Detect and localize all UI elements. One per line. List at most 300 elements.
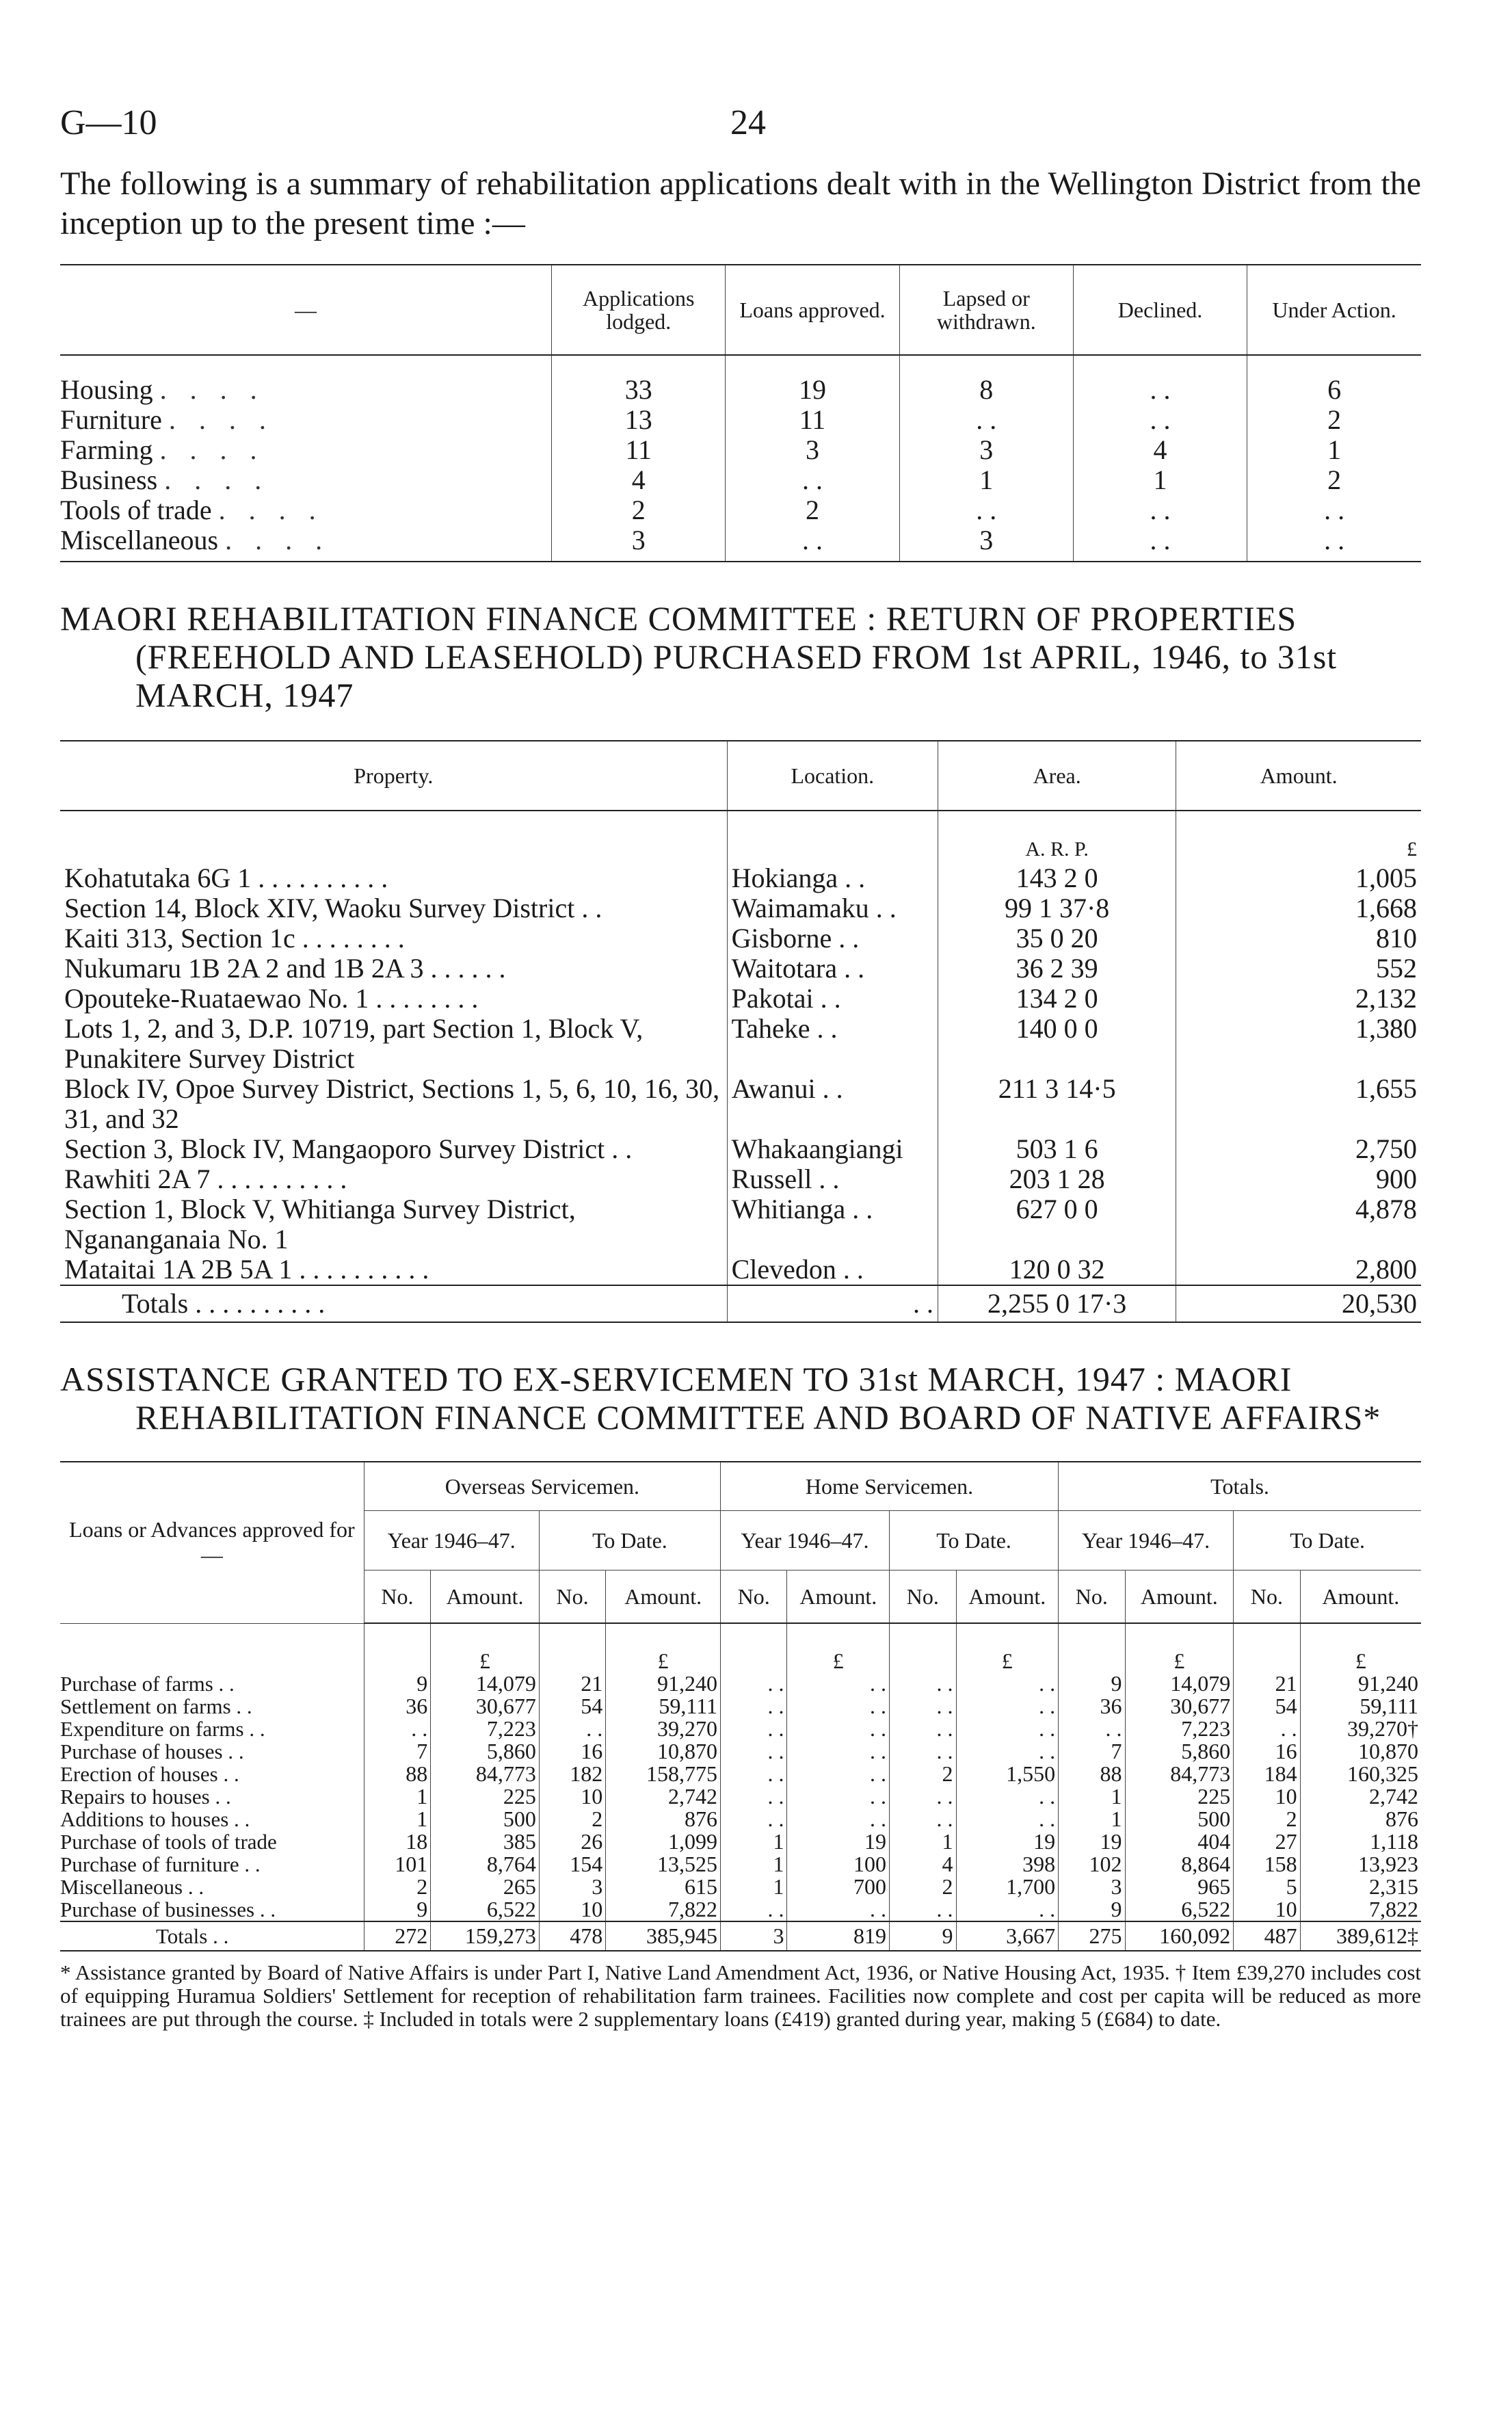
assistance-cell: . . (787, 1740, 890, 1763)
summary-table (60, 264, 1421, 562)
subheader-amount: Amount. (1125, 1571, 1234, 1624)
property-location: Waimamaku . . (727, 893, 938, 923)
summary-cell: 1 (899, 465, 1073, 495)
assistance-cell: 2,742 (606, 1785, 721, 1808)
assistance-cell: . . (721, 1763, 787, 1785)
assistance-cell: . . (890, 1718, 956, 1740)
property-location: Whitianga . . (727, 1194, 938, 1254)
property-amount: 1,005 (1176, 863, 1421, 893)
assistance-cell: 1,550 (956, 1763, 1059, 1785)
assistance-cell: . . (956, 1898, 1059, 1921)
assistance-cell: . . (890, 1785, 956, 1808)
assistance-row (60, 1876, 1421, 1898)
property-row (60, 1074, 1421, 1134)
summary-header-declined: Declined. (1073, 265, 1247, 355)
assistance-cell: . . (721, 1898, 787, 1921)
leader-dots: . . . . (218, 495, 324, 525)
assistance-cell: 26 (539, 1830, 605, 1853)
assistance-cell: 19 (1059, 1830, 1125, 1853)
assistance-total-cell: 3 (721, 1921, 787, 1951)
properties-header-property: Property. (60, 741, 727, 811)
summary-cell: 1 (1073, 465, 1247, 495)
assistance-row (60, 1830, 1421, 1853)
assistance-totals-label: Totals . . (60, 1921, 364, 1951)
summary-cell: . . (1073, 525, 1247, 562)
summary-row (60, 495, 1421, 525)
summary-row (60, 465, 1421, 495)
properties-totals-row (60, 1285, 1421, 1322)
summary-cell: 3 (899, 525, 1073, 562)
assistance-cell: 9 (1059, 1672, 1125, 1695)
assistance-cell: 154 (539, 1853, 605, 1876)
summary-cell: 13 (552, 405, 726, 435)
assistance-cell: 225 (1125, 1785, 1234, 1808)
subheader-no: No. (364, 1571, 430, 1624)
assistance-total-cell: 819 (787, 1921, 890, 1951)
period-header: To Date. (890, 1511, 1059, 1571)
assistance-cell: 14,079 (431, 1672, 540, 1695)
period-header: Year 1946–47. (721, 1511, 890, 1571)
property-name: Lots 1, 2, and 3, D.P. 10719, part Section 1, Block V, Punakitere Survey District (64, 1013, 644, 1074)
assistance-cell: . . (721, 1808, 787, 1830)
assistance-total-cell: 275 (1059, 1921, 1125, 1951)
assistance-cell: 3 (1059, 1876, 1125, 1898)
property-area: 99 1 37·8 (938, 893, 1176, 923)
assistance-cell: . . (787, 1808, 890, 1830)
assistance-row (60, 1763, 1421, 1785)
assistance-row (60, 1672, 1421, 1695)
assistance-cell: . . (721, 1672, 787, 1695)
assistance-cell: 18 (364, 1830, 430, 1853)
assistance-cell: 1 (1059, 1808, 1125, 1830)
assistance-cell: 160,325 (1300, 1763, 1421, 1785)
assistance-cell: . . (721, 1718, 787, 1740)
property-area: 503 1 6 (938, 1134, 1176, 1164)
assistance-cell: 10,870 (1300, 1740, 1421, 1763)
row-label-text: Farming (60, 434, 153, 465)
pound-symbol: £ (431, 1623, 540, 1672)
assistance-row-label: Erection of houses . . (60, 1762, 239, 1786)
pound-symbol: £ (1125, 1623, 1234, 1672)
summary-cell: . . (1247, 525, 1421, 562)
summary-header-lapsed: Lapsed or withdrawn. (899, 265, 1073, 355)
assistance-cell: 36 (364, 1695, 430, 1718)
assistance-cell: 2,315 (1300, 1876, 1421, 1898)
footnote-asterisk: * Assistance granted by Board of Native Affairs is under Part I, Native Land Amendment Act, 1936, or Native Housing Act, 1935. (60, 1960, 1170, 1984)
assistance-cell: . . (890, 1695, 956, 1718)
pound-symbol: £ (956, 1623, 1059, 1672)
summary-row (60, 405, 1421, 435)
assistance-row (60, 1898, 1421, 1921)
summary-cell: 6 (1247, 355, 1421, 405)
assistance-row (60, 1785, 1421, 1808)
totals-label: Totals . . . . . . . . . . (60, 1285, 727, 1322)
assistance-total-cell: 389,612‡ (1300, 1921, 1421, 1951)
property-location: Awanui . . (727, 1074, 938, 1134)
properties-header-amount: Amount. (1176, 741, 1421, 811)
assistance-cell: . . (956, 1718, 1059, 1740)
assistance-row-label: Settlement on farms . . (60, 1694, 252, 1718)
property-name: Section 14, Block XIV, Waoku Survey District . . (64, 893, 602, 923)
property-name: Section 3, Block IV, Mangaoporo Survey District . . (64, 1133, 633, 1164)
totals-area: 2,255 0 17·3 (938, 1285, 1176, 1322)
assistance-cell: 158 (1234, 1853, 1300, 1876)
property-name: Kohatutaka 6G 1 . . . . . . . . . . (64, 863, 388, 893)
assistance-cell: . . (890, 1672, 956, 1695)
subheader-no: No. (1234, 1571, 1300, 1624)
summary-cell: 8 (899, 355, 1073, 405)
leader-dots: . . . . (164, 464, 270, 495)
summary-row-label (60, 465, 552, 495)
assistance-cell: 7 (1059, 1740, 1125, 1763)
assistance-row-label: Repairs to houses . . (60, 1785, 231, 1809)
property-row (60, 893, 1421, 923)
assistance-cell: 30,677 (431, 1695, 540, 1718)
pound-symbol: £ (1300, 1623, 1421, 1672)
properties-table (60, 740, 1421, 1323)
assistance-row (60, 1853, 1421, 1876)
assistance-title: ASSISTANCE GRANTED TO EX-SERVICEMEN TO 31st MARCH, 1947 : MAORI REHABILITATION FINANCE COMMITTEE AND BOARD OF NATIVE AFFAIRS* (60, 1360, 1381, 1436)
assistance-cell: 265 (431, 1876, 540, 1898)
summary-row-label (60, 435, 552, 465)
assistance-cell: 21 (539, 1672, 605, 1695)
assistance-row (60, 1718, 1421, 1740)
property-area: 120 0 32 (938, 1254, 1176, 1285)
assistance-cell: 84,773 (1125, 1763, 1234, 1785)
property-location: Taheke . . (727, 1014, 938, 1074)
summary-row (60, 435, 1421, 465)
assistance-cell: 54 (539, 1695, 605, 1718)
summary-cell: 19 (726, 355, 899, 405)
assistance-cell: 91,240 (606, 1672, 721, 1695)
leader-dots: . . . . (159, 434, 265, 465)
assistance-cell: 1,099 (606, 1830, 721, 1853)
assistance-row (60, 1695, 1421, 1718)
assistance-cell: 59,111 (1300, 1695, 1421, 1718)
assistance-cell: 54 (1234, 1695, 1300, 1718)
assistance-cell: 21 (1234, 1672, 1300, 1695)
assistance-row-label: Purchase of furniture . . (60, 1852, 261, 1876)
summary-row-label (60, 525, 552, 562)
assistance-cell: . . (890, 1740, 956, 1763)
assistance-total-cell: 272 (364, 1921, 430, 1951)
assistance-cell: 16 (1234, 1740, 1300, 1763)
assistance-row-label: Purchase of houses . . (60, 1739, 244, 1763)
assistance-cell: 876 (1300, 1808, 1421, 1830)
assistance-total-cell: 385,945 (606, 1921, 721, 1951)
property-location: Whakaangiangi (727, 1134, 938, 1164)
assistance-cell: 1,700 (956, 1876, 1059, 1898)
assistance-cell: 7 (364, 1740, 430, 1763)
units-row (60, 1623, 1421, 1672)
assistance-cell: 101 (364, 1853, 430, 1876)
row-label-text: Miscellaneous (60, 525, 219, 555)
assistance-cell: 13,923 (1300, 1853, 1421, 1876)
assistance-cell: 9 (364, 1672, 430, 1695)
summary-cell: 2 (552, 495, 726, 525)
period-header: To Date. (1234, 1511, 1421, 1571)
footnotes (60, 1961, 1421, 2031)
footnote-dagger: † Item £39,270 includes cost of equipping Huramua Soldiers' Settlement for reception of rehabilitation farm trainees. Facilities now complete and cost per capita will be reduced as more trainees are put through the course. (60, 1960, 1422, 2031)
assistance-row-label: Purchase of businesses . . (60, 1897, 276, 1921)
assistance-cell: 2 (890, 1876, 956, 1898)
property-location: Gisborne . . (727, 923, 938, 954)
property-row (60, 1254, 1421, 1285)
summary-cell: . . (726, 465, 899, 495)
summary-row (60, 525, 1421, 562)
property-row (60, 1014, 1421, 1074)
properties-header-location: Location. (727, 741, 938, 811)
group-home: Home Servicemen. (721, 1462, 1059, 1511)
property-row (60, 1134, 1421, 1164)
area-units: A. R. P. (938, 811, 1176, 863)
assistance-cell: 7,822 (1300, 1898, 1421, 1921)
property-location: Hokianga . . (727, 863, 938, 893)
subheader-no: No. (1059, 1571, 1125, 1624)
assistance-cell: . . (956, 1785, 1059, 1808)
assistance-cell: 1 (721, 1876, 787, 1898)
assistance-total-cell: 160,092 (1125, 1921, 1234, 1951)
summary-row-label (60, 495, 552, 525)
assistance-cell: 965 (1125, 1876, 1234, 1898)
property-amount: 2,750 (1176, 1134, 1421, 1164)
summary-cell: . . (1247, 495, 1421, 525)
assistance-cell: . . (956, 1695, 1059, 1718)
assistance-cell: 4 (890, 1853, 956, 1876)
assistance-cell: . . (787, 1898, 890, 1921)
assistance-total-cell: 487 (1234, 1921, 1300, 1951)
properties-header-area: Area. (938, 741, 1176, 811)
assistance-cell: 9 (1059, 1898, 1125, 1921)
assistance-cell: 404 (1125, 1830, 1234, 1853)
assistance-cell: . . (364, 1718, 430, 1740)
assistance-total-cell: 9 (890, 1921, 956, 1951)
assistance-cell: 1 (364, 1808, 430, 1830)
property-amount: 810 (1176, 923, 1421, 954)
property-area: 140 0 0 (938, 1014, 1176, 1074)
assistance-cell: . . (956, 1740, 1059, 1763)
assistance-cell: 14,079 (1125, 1672, 1234, 1695)
assistance-row (60, 1808, 1421, 1830)
assistance-cell: 876 (606, 1808, 721, 1830)
summary-cell: 4 (1073, 435, 1247, 465)
assistance-cell: 385 (431, 1830, 540, 1853)
assistance-cell: 8,764 (431, 1853, 540, 1876)
assistance-cell: 2 (890, 1763, 956, 1785)
property-amount: 1,380 (1176, 1014, 1421, 1074)
assistance-cell: 1 (1059, 1785, 1125, 1808)
assistance-cell: . . (890, 1898, 956, 1921)
subheader-no: No. (890, 1571, 956, 1624)
subheader-amount: Amount. (787, 1571, 890, 1624)
property-amount: 1,668 (1176, 893, 1421, 923)
assistance-cell: 1 (721, 1853, 787, 1876)
subheader-no: No. (721, 1571, 787, 1624)
assistance-cell: 10 (539, 1785, 605, 1808)
assistance-cell: . . (539, 1718, 605, 1740)
assistance-row-header: Loans or Advances approved for— (60, 1462, 364, 1623)
subheader-no: No. (539, 1571, 605, 1624)
property-name: Section 1, Block V, Whitianga Survey District, Ngananganaia No. 1 (64, 1194, 576, 1254)
row-label-text: Tools of trade (60, 495, 212, 525)
assistance-cell: 16 (539, 1740, 605, 1763)
assistance-cell: 158,775 (606, 1763, 721, 1785)
period-header: Year 1946–47. (1059, 1511, 1234, 1571)
group-totals: Totals. (1059, 1462, 1421, 1511)
assistance-cell: 5,860 (431, 1740, 540, 1763)
assistance-total-cell: 159,273 (431, 1921, 540, 1951)
assistance-cell: 2 (539, 1808, 605, 1830)
property-location: Pakotai . . (727, 984, 938, 1014)
summary-cell: 3 (552, 525, 726, 562)
assistance-cell: 6,522 (1125, 1898, 1234, 1921)
property-area: 36 2 39 (938, 954, 1176, 984)
assistance-cell: 500 (1125, 1808, 1234, 1830)
leader-dots: . . . . (225, 525, 331, 555)
amount-units: £ (1176, 811, 1421, 863)
property-name: Rawhiti 2A 7 . . . . . . . . . . (64, 1164, 347, 1194)
property-amount: 4,878 (1176, 1194, 1421, 1254)
assistance-cell: 27 (1234, 1830, 1300, 1853)
summary-cell: 2 (726, 495, 899, 525)
summary-row-label (60, 355, 552, 405)
properties-title: MAORI REHABILITATION FINANCE COMMITTEE : RETURN OF PROPERTIES (FREEHOLD AND LEASEHOLD) PURCHASED FROM 1st APRIL, 1946, to 31st MARCH, 1947 (60, 599, 1338, 714)
assistance-cell: 19 (956, 1830, 1059, 1853)
property-row (60, 954, 1421, 984)
summary-cell: . . (1073, 355, 1247, 405)
assistance-cell: . . (956, 1672, 1059, 1695)
assistance-cell: 8,864 (1125, 1853, 1234, 1876)
assistance-cell: . . (956, 1808, 1059, 1830)
assistance-cell: 2 (364, 1876, 430, 1898)
property-name: Opouteke-Ruataewao No. 1 . . . . . . . . (64, 983, 479, 1014)
totals-location: . . (727, 1285, 938, 1322)
assistance-row-label: Additions to houses . . (60, 1807, 250, 1831)
summary-header-approved: Loans approved. (726, 265, 899, 355)
property-row (60, 984, 1421, 1014)
assistance-cell: 10 (1234, 1898, 1300, 1921)
assistance-row-label: Miscellaneous . . (60, 1875, 204, 1899)
assistance-cell: 39,270 (606, 1718, 721, 1740)
subheader-amount: Amount. (1300, 1571, 1421, 1624)
assistance-cell: 39,270† (1300, 1718, 1421, 1740)
property-area: 211 3 14·5 (938, 1074, 1176, 1134)
assistance-table (60, 1461, 1421, 1952)
property-area: 35 0 20 (938, 923, 1176, 954)
summary-header-under-action: Under Action. (1247, 265, 1421, 355)
summary-cell: . . (899, 495, 1073, 525)
assistance-cell: 13,525 (606, 1853, 721, 1876)
row-label-text: Business (60, 464, 158, 495)
subheader-amount: Amount. (606, 1571, 721, 1624)
period-header: Year 1946–47. (364, 1511, 539, 1571)
summary-header-blank: — (60, 265, 552, 355)
property-name: Block IV, Opoe Survey District, Sections 1, 5, 6, 10, 16, 30, 31, and 32 (64, 1073, 720, 1134)
summary-cell: 2 (1247, 465, 1421, 495)
assistance-cell: 7,822 (606, 1898, 721, 1921)
property-location: Waitotara . . (727, 954, 938, 984)
assistance-cell: 1 (890, 1830, 956, 1853)
summary-cell: . . (899, 405, 1073, 435)
summary-cell: . . (1073, 495, 1247, 525)
assistance-cell: 182 (539, 1763, 605, 1785)
assistance-cell: . . (787, 1785, 890, 1808)
assistance-cell: 500 (431, 1808, 540, 1830)
assistance-cell: . . (1059, 1718, 1125, 1740)
assistance-cell: . . (890, 1808, 956, 1830)
property-location: Clevedon . . (727, 1254, 938, 1285)
period-header: To Date. (539, 1511, 720, 1571)
assistance-cell: 1,118 (1300, 1830, 1421, 1853)
intro-paragraph: The following is a summary of rehabilitation applications dealt with in the Wellington District from the inception up to the present time :— (60, 166, 1421, 241)
group-overseas: Overseas Servicemen. (364, 1462, 720, 1511)
assistance-cell: . . (787, 1718, 890, 1740)
assistance-cell: . . (787, 1672, 890, 1695)
property-area: 627 0 0 (938, 1194, 1176, 1254)
assistance-cell: 700 (787, 1876, 890, 1898)
assistance-cell: 10 (1234, 1785, 1300, 1808)
assistance-cell: 5,860 (1125, 1740, 1234, 1763)
assistance-cell: 184 (1234, 1763, 1300, 1785)
assistance-cell: . . (721, 1695, 787, 1718)
totals-amount: 20,530 (1176, 1285, 1421, 1322)
property-area: 143 2 0 (938, 863, 1176, 893)
assistance-cell: 102 (1059, 1853, 1125, 1876)
assistance-cell: 91,240 (1300, 1672, 1421, 1695)
assistance-totals-row (60, 1921, 1421, 1951)
leader-dots: . . . . (168, 404, 274, 435)
property-amount: 900 (1176, 1164, 1421, 1194)
assistance-cell: 10,870 (606, 1740, 721, 1763)
assistance-total-cell: 478 (539, 1921, 605, 1951)
property-area: 203 1 28 (938, 1164, 1176, 1194)
assistance-cell: 1 (721, 1830, 787, 1853)
footnote-double-dagger: ‡ Included in totals were 2 supplementary loans (£419) granted during year, making 5 (£684) to date. (363, 2007, 1221, 2031)
page-header (60, 103, 1421, 164)
assistance-cell: 84,773 (431, 1763, 540, 1785)
assistance-cell: 36 (1059, 1695, 1125, 1718)
summary-row-label (60, 405, 552, 435)
summary-cell: . . (726, 525, 899, 562)
summary-cell: 4 (552, 465, 726, 495)
property-name: Mataitai 1A 2B 5A 1 . . . . . . . . . . (64, 1254, 429, 1285)
assistance-row-label: Expenditure on farms . . (60, 1717, 265, 1741)
assistance-cell: 615 (606, 1876, 721, 1898)
pound-symbol: £ (787, 1623, 890, 1672)
page-number: 24 (730, 103, 766, 142)
summary-cell: 11 (552, 435, 726, 465)
row-label-text: Housing (60, 374, 153, 405)
property-name: Nukumaru 1B 2A 2 and 1B 2A 3 . . . . . . (64, 953, 506, 984)
summary-cell: 1 (1247, 435, 1421, 465)
property-name: Kaiti 313, Section 1c . . . . . . . . (64, 923, 405, 954)
assistance-row (60, 1740, 1421, 1763)
pound-symbol: £ (606, 1623, 721, 1672)
assistance-cell: 2 (1234, 1808, 1300, 1830)
assistance-cell: 398 (956, 1853, 1059, 1876)
assistance-cell: 88 (364, 1763, 430, 1785)
assistance-cell: 7,223 (431, 1718, 540, 1740)
subheader-amount: Amount. (956, 1571, 1059, 1624)
property-amount: 552 (1176, 954, 1421, 984)
assistance-cell: 9 (364, 1898, 430, 1921)
property-area: 134 2 0 (938, 984, 1176, 1014)
summary-cell: 33 (552, 355, 726, 405)
row-label-text: Furniture (60, 404, 162, 435)
property-amount: 2,132 (1176, 984, 1421, 1014)
assistance-row-label: Purchase of tools of trade (60, 1830, 277, 1854)
assistance-cell: 10 (539, 1898, 605, 1921)
